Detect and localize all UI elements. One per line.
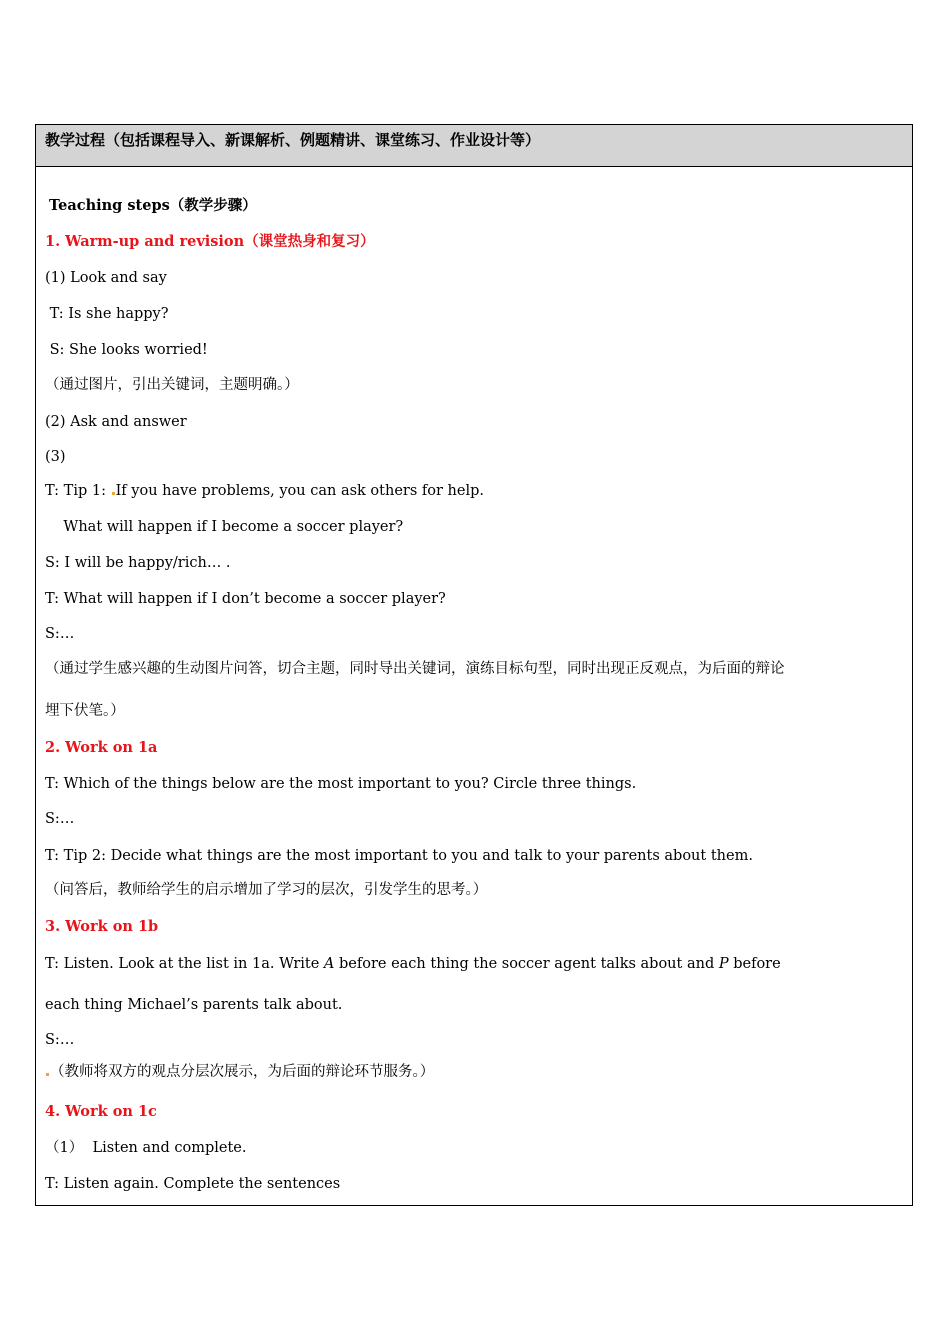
teaching-steps-heading: Teaching steps（教学步骤） [49, 197, 257, 214]
dialogue-line: S: I will be happy/rich… . [45, 555, 231, 571]
tip-label: T: Tip 1: [45, 483, 111, 499]
dialogue-line: S:… [45, 626, 75, 642]
step-3-heading: 3. Work on 1b [45, 918, 159, 935]
instruction-text: before each thing the soccer agent talks about and [334, 956, 719, 972]
instruction-letter-a: A [323, 956, 335, 972]
teaching-process-table [35, 124, 913, 1206]
dialogue-line: T: Is she happy? [45, 306, 169, 322]
section-header [36, 125, 912, 167]
dialogue-line: T: What will happen if I don’t become a soccer player? [45, 591, 446, 607]
dialogue-line [45, 954, 781, 974]
step-1-heading: 1. Warm-up and revision（课堂热身和复习） [45, 233, 375, 250]
sub-step-ask-and-answer: (2) Ask and answer [45, 414, 187, 430]
dialogue-line: each thing Michael’s parents talk about. [45, 997, 343, 1013]
dialogue-line: T: Tip 2: Decide what things are the most important to you and talk to your parents about them. [45, 848, 753, 864]
dialogue-line: T: Listen again. Complete the sentences [45, 1176, 341, 1192]
teaching-note: （通过学生感兴趣的生动图片问答，切合主题，同时导出关键词，演练目标句型，同时出现正反观点，为后面的辩论 [45, 661, 785, 677]
instruction-text: T: Listen. Look at the list in 1a. Write [45, 956, 324, 972]
dialogue-line [45, 481, 484, 501]
sub-step-look-and-say: (1) Look and say [45, 270, 167, 286]
sub-step-listen-and-complete: （1） Listen and complete. [45, 1140, 247, 1156]
dialogue-line: What will happen if I become a soccer player? [45, 519, 404, 535]
tip-text: If you have problems, you can ask others for help. [115, 483, 484, 499]
instruction-text: before [728, 956, 781, 972]
dialogue-line: S:… [45, 811, 75, 827]
section-title: 教学过程（包括课程导入、新课解析、例题精讲、课堂练习、作业设计等） [45, 131, 541, 149]
instruction-letter-p: P [718, 956, 729, 972]
step-4-heading: 4. Work on 1c [45, 1103, 157, 1120]
teaching-note-text: （教师将双方的观点分层次展示，为后面的辩论环节服务。） [50, 1064, 435, 1080]
teaching-note: （问答后，教师给学生的启示增加了学习的层次，引发学生的思考。） [45, 882, 488, 898]
annotation-mark [112, 492, 115, 495]
dialogue-line: S:… [45, 1032, 75, 1048]
annotation-mark [46, 1073, 49, 1076]
dialogue-line: T: Which of the things below are the most important to you? Circle three things. [45, 776, 637, 792]
teaching-note [45, 1062, 434, 1082]
step-2-heading: 2. Work on 1a [45, 739, 158, 756]
dialogue-line: S: She looks worried! [45, 342, 208, 358]
sub-step-3: (3) [45, 449, 66, 465]
teaching-note: （通过图片，引出关键词，主题明确。） [45, 377, 299, 393]
teaching-note: 埋下伏笔。） [45, 703, 125, 719]
